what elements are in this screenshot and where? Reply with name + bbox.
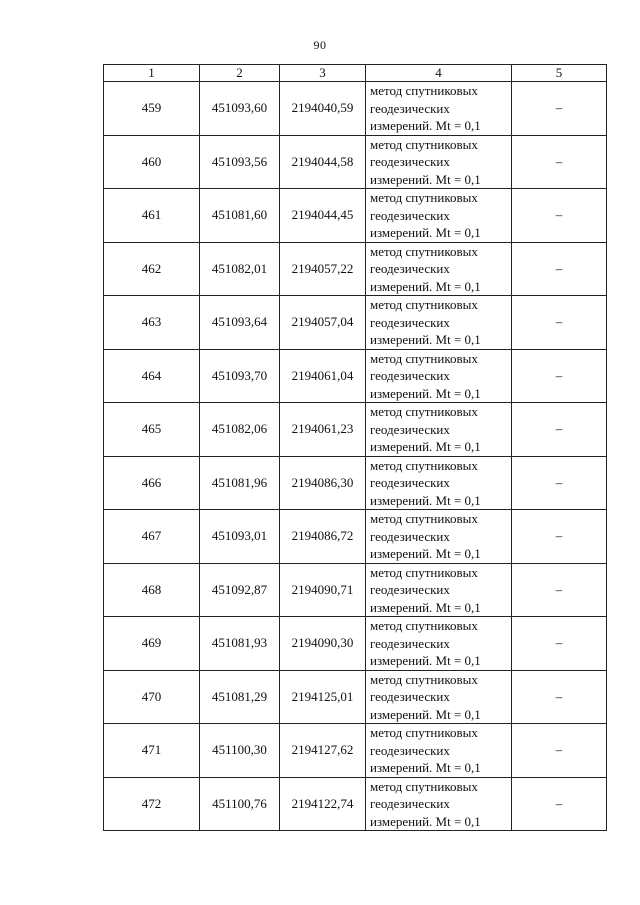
method-cell xyxy=(366,510,512,564)
point-number-cell: 459 xyxy=(104,82,200,136)
point-number-cell: 460 xyxy=(104,135,200,189)
method-cell xyxy=(366,189,512,243)
method-text-line: измерений. Mt = 0,1 xyxy=(370,760,481,775)
method-cell xyxy=(366,242,512,296)
method-cell xyxy=(366,296,512,350)
point-number-cell: 463 xyxy=(104,296,200,350)
method-text-line: метод спутниковых xyxy=(370,83,478,98)
point-number-cell: 461 xyxy=(104,189,200,243)
method-cell xyxy=(366,670,512,724)
method-text-line: метод спутниковых xyxy=(370,243,478,259)
x-coordinate-cell: 451082,01 xyxy=(200,242,280,296)
x-coordinate-cell: 451081,60 xyxy=(200,189,280,243)
column-5-cell: – xyxy=(512,82,607,136)
method-cell xyxy=(366,349,512,403)
method-text-line: геодезических xyxy=(370,207,450,223)
x-coordinate-cell: 451093,70 xyxy=(200,349,280,403)
method-text-line: геодезических xyxy=(370,314,450,330)
method-text-line: измерений. Mt = 0,1 xyxy=(370,653,481,668)
column-header: 1 xyxy=(104,65,200,82)
method-cell xyxy=(366,777,512,831)
method-cell xyxy=(366,563,512,617)
x-coordinate-cell: 451082,06 xyxy=(200,403,280,457)
method-text-line: геодезических xyxy=(370,689,450,704)
method-text-line: геодезических xyxy=(370,368,450,383)
y-coordinate-cell: 2194044,45 xyxy=(280,189,366,243)
point-number-cell: 464 xyxy=(104,349,200,403)
y-coordinate-cell: 2194086,30 xyxy=(280,456,366,510)
column-header: 5 xyxy=(512,65,607,82)
method-text-line: метод спутниковых xyxy=(370,136,478,152)
column-5-cell: – xyxy=(512,242,607,296)
method-cell xyxy=(366,456,512,510)
method-text-line: геодезических xyxy=(370,421,450,437)
method-text-line: измерений. Mt = 0,1 xyxy=(370,439,481,454)
y-coordinate-cell: 2194125,01 xyxy=(280,670,366,724)
method-text-line: геодезических xyxy=(370,582,450,597)
x-coordinate-cell: 451100,76 xyxy=(200,777,280,831)
method-text-line: геодезических xyxy=(370,635,450,651)
method-text-line: измерений. Mt = 0,1 xyxy=(370,813,481,829)
point-number-cell: 469 xyxy=(104,617,200,671)
y-coordinate-cell: 2194090,30 xyxy=(280,617,366,671)
column-5-cell: – xyxy=(512,510,607,564)
method-text-line: метод спутниковых xyxy=(370,190,478,205)
method-text-line: измерений. Mt = 0,1 xyxy=(370,492,481,508)
method-text-line: метод спутниковых xyxy=(370,297,478,312)
table-row xyxy=(104,563,607,617)
table-row xyxy=(104,242,607,296)
table-row xyxy=(104,135,607,189)
column-5-cell: – xyxy=(512,670,607,724)
x-coordinate-cell: 451093,01 xyxy=(200,510,280,564)
method-text-line: метод спутниковых xyxy=(370,350,478,366)
point-number-cell: 465 xyxy=(104,403,200,457)
point-number-cell: 468 xyxy=(104,563,200,617)
table-row xyxy=(104,296,607,350)
method-text-line: метод спутниковых xyxy=(370,564,478,580)
point-number-cell: 472 xyxy=(104,777,200,831)
method-text-line: геодезических xyxy=(370,796,450,811)
x-coordinate-cell: 451093,64 xyxy=(200,296,280,350)
table-row xyxy=(104,456,607,510)
method-text-line: геодезических xyxy=(370,528,450,544)
point-number-cell: 462 xyxy=(104,242,200,296)
table-row xyxy=(104,670,607,724)
method-text-line: геодезических xyxy=(370,742,450,758)
column-5-cell: – xyxy=(512,296,607,350)
page-number: 90 xyxy=(313,38,327,52)
y-coordinate-cell: 2194044,58 xyxy=(280,135,366,189)
method-text-line: измерений. Mt = 0,1 xyxy=(370,118,481,133)
x-coordinate-cell: 451093,56 xyxy=(200,135,280,189)
x-coordinate-cell: 451081,29 xyxy=(200,670,280,724)
table-row xyxy=(104,777,607,831)
y-coordinate-cell: 2194090,71 xyxy=(280,563,366,617)
y-coordinate-cell: 2194057,22 xyxy=(280,242,366,296)
method-text-line: измерений. Mt = 0,1 xyxy=(370,278,481,294)
table-row xyxy=(104,403,607,457)
y-coordinate-cell: 2194086,72 xyxy=(280,510,366,564)
method-text-line: метод спутниковых xyxy=(370,778,478,794)
table-row xyxy=(104,82,607,136)
x-coordinate-cell: 451081,93 xyxy=(200,617,280,671)
method-text-line: метод спутниковых xyxy=(370,725,478,740)
column-5-cell: – xyxy=(512,189,607,243)
method-text-line: геодезических xyxy=(370,261,450,276)
method-text-line: геодезических xyxy=(370,100,450,116)
column-5-cell: – xyxy=(512,456,607,510)
method-text-line: измерений. Mt = 0,1 xyxy=(370,546,481,561)
y-coordinate-cell: 2194057,04 xyxy=(280,296,366,350)
table-row xyxy=(104,189,607,243)
column-5-cell: – xyxy=(512,563,607,617)
column-header: 2 xyxy=(200,65,280,82)
method-text-line: метод спутниковых xyxy=(370,511,478,526)
coordinates-table xyxy=(103,64,607,831)
method-text-line: метод спутниковых xyxy=(370,404,478,419)
column-header: 3 xyxy=(280,65,366,82)
method-text-line: измерений. Mt = 0,1 xyxy=(370,332,481,347)
method-cell xyxy=(366,82,512,136)
y-coordinate-cell: 2194061,04 xyxy=(280,349,366,403)
table-body xyxy=(104,82,607,831)
method-cell xyxy=(366,724,512,778)
method-text-line: метод спутниковых xyxy=(370,671,478,687)
column-header: 4 xyxy=(366,65,512,82)
table-row xyxy=(104,724,607,778)
method-text-line: метод спутниковых xyxy=(370,457,478,473)
method-text-line: геодезических xyxy=(370,154,450,169)
method-text-line: измерений. Mt = 0,1 xyxy=(370,385,481,401)
x-coordinate-cell: 451093,60 xyxy=(200,82,280,136)
column-5-cell: – xyxy=(512,724,607,778)
method-cell xyxy=(366,135,512,189)
column-5-cell: – xyxy=(512,777,607,831)
column-5-cell: – xyxy=(512,617,607,671)
table-row xyxy=(104,349,607,403)
point-number-cell: 466 xyxy=(104,456,200,510)
point-number-cell: 470 xyxy=(104,670,200,724)
column-5-cell: – xyxy=(512,349,607,403)
table-row xyxy=(104,510,607,564)
method-text-line: измерений. Mt = 0,1 xyxy=(370,225,481,240)
x-coordinate-cell: 451092,87 xyxy=(200,563,280,617)
column-5-cell: – xyxy=(512,403,607,457)
point-number-cell: 471 xyxy=(104,724,200,778)
method-cell xyxy=(366,403,512,457)
y-coordinate-cell: 2194122,74 xyxy=(280,777,366,831)
method-text-line: измерений. Mt = 0,1 xyxy=(370,599,481,615)
y-coordinate-cell: 2194127,62 xyxy=(280,724,366,778)
column-5-cell: – xyxy=(512,135,607,189)
x-coordinate-cell: 451100,30 xyxy=(200,724,280,778)
x-coordinate-cell: 451081,96 xyxy=(200,456,280,510)
method-text-line: геодезических xyxy=(370,475,450,490)
table-row xyxy=(104,617,607,671)
y-coordinate-cell: 2194061,23 xyxy=(280,403,366,457)
method-text-line: измерений. Mt = 0,1 xyxy=(370,706,481,722)
y-coordinate-cell: 2194040,59 xyxy=(280,82,366,136)
method-text-line: метод спутниковых xyxy=(370,618,478,633)
method-cell xyxy=(366,617,512,671)
point-number-cell: 467 xyxy=(104,510,200,564)
method-text-line: измерений. Mt = 0,1 xyxy=(370,171,481,187)
table-header-row xyxy=(104,65,607,82)
